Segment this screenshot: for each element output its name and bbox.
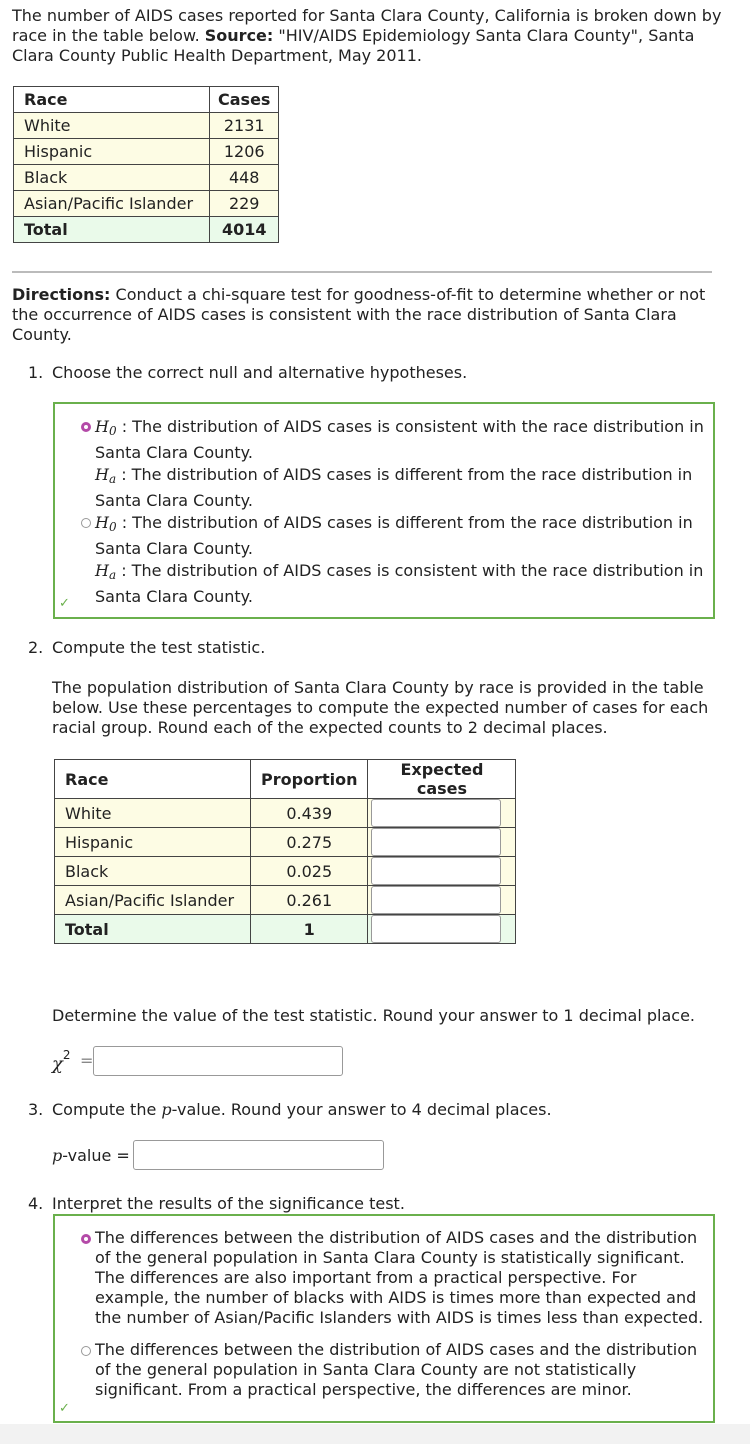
q4-option-2[interactable] [95,1340,709,1400]
q4-answer-box [53,1214,715,1423]
q4-text: Interpret the results of the significance test. [52,1194,405,1213]
expected-table [54,759,516,944]
header-proportion: Proportion [251,760,368,799]
h0-symbol: H [95,417,109,436]
intro-text: The number of AIDS cases reported for Santa Clara County, California is broken down by race in the table below. [12,6,722,45]
radio-unselected[interactable] [81,1346,91,1356]
race-cell: White [14,113,210,139]
h0-subscript: 0 [108,520,117,534]
table-row [55,828,516,857]
q1-answer-box [53,402,715,619]
colon: : [121,465,127,484]
proportion-cell: 0.025 [251,857,368,886]
directions-label: Directions: [12,285,111,304]
q4-option-1[interactable] [95,1228,709,1328]
h0-symbol: H [95,513,109,532]
q3-number: 3. [28,1100,44,1119]
colon: : [121,513,128,532]
ha-symbol: H [95,465,109,484]
header-race: Race [14,87,210,113]
q4-opt1-text: The differences between the distribution of AIDS cases and the distribution of the general population in Santa Clara County is statistically significant. The differences are also important from a practical perspective. For example, the number of blacks with AIDS is times more than expected and the number of Asian/Pacific Islanders with AIDS is times less than expected. [95,1228,704,1327]
race-cell: White [55,799,251,828]
cases-cell: 229 [210,191,279,217]
cases-cell: 2131 [210,113,279,139]
proportion-cell: 0.275 [251,828,368,857]
total-label: Total [14,217,210,243]
p-value-label [52,1146,130,1165]
check-icon: ✓ [59,596,70,611]
opt2-h0-text: The distribution of AIDS cases is different from the race distribution in Santa Clara County. [95,513,693,558]
q1-option-2[interactable] [95,512,715,608]
cases-cell: 1206 [210,139,279,165]
q2-text: Compute the test statistic. [52,638,266,657]
chi-superscript: 2 [62,1048,71,1062]
chi-square-input[interactable] [93,1046,343,1076]
directions-text: Conduct a chi-square test for goodness-of-fit to determine whether or not the occurrence of AIDS cases is consistent with the race distribution of Santa Clara County. [12,285,706,344]
header-expected: Expected cases [368,760,516,799]
table-row [55,886,516,915]
total-cases: 4014 [210,217,279,243]
table-row [14,139,279,165]
source-text: "HIV/AIDS Epidemiology Santa Clara County", Santa Clara County Public Health Department, May 2011. [12,26,695,65]
check-icon: ✓ [59,1401,70,1416]
q3-text-b: -value. Round your answer to 4 decimal places. [171,1100,552,1119]
ha-symbol: H [95,561,109,580]
expected-input-hispanic[interactable] [371,828,501,856]
p-italic: p [161,1100,172,1119]
table-row [55,799,516,828]
total-row [14,217,279,243]
radio-unselected[interactable] [81,518,91,528]
header-race: Race [55,760,251,799]
chi-symbol: χ [52,1053,63,1075]
p-value-input[interactable] [133,1140,384,1170]
race-cell: Hispanic [55,828,251,857]
q2-number: 2. [28,638,44,657]
proportion-cell: 0.261 [251,886,368,915]
total-proportion: 1 [251,915,368,944]
expected-input-asian[interactable] [371,886,501,914]
q1-number: 1. [28,363,44,382]
radio-selected[interactable] [81,1234,91,1244]
table-row [14,191,279,217]
p-italic: p [52,1146,63,1165]
ha-subscript: a [108,568,117,582]
expected-input-white[interactable] [371,799,501,827]
q1-text: Choose the correct null and alternative hypotheses. [52,363,468,382]
colon: : [121,561,127,580]
stat-instruction: Determine the value of the test statistic. Round your answer to 1 decimal place. [52,1006,695,1025]
p-value-text: -value = [62,1146,130,1165]
q4-opt2-text: The differences between the distribution of AIDS cases and the distribution of the general population in Santa Clara County are not statistically significant. From a practical perspective, the differences are minor. [95,1340,698,1399]
bottom-band [0,1424,750,1444]
expected-input-total[interactable] [371,915,501,943]
race-cell: Asian/Pacific Islander [55,886,251,915]
race-cell: Black [55,857,251,886]
race-cell: Asian/Pacific Islander [14,191,210,217]
directions [12,285,722,345]
q4-number: 4. [28,1194,44,1213]
table-row [14,113,279,139]
divider [12,271,712,273]
race-cell: Black [14,165,210,191]
proportion-cell: 0.439 [251,799,368,828]
equals-sign: = [80,1051,94,1070]
opt1-h0-text: The distribution of AIDS cases is consistent with the race distribution in Santa Clara County. [95,417,704,462]
q2-paragraph: The population distribution of Santa Clara County by race is provided in the table below. Use these percentages to compute the expected number of cases for each racial group. Round each of the expected counts to 2 decimal places. [52,678,709,737]
header-cases: Cases [210,87,279,113]
race-cell: Hispanic [14,139,210,165]
expected-input-black[interactable] [371,857,501,885]
total-label: Total [55,915,251,944]
total-row [55,915,516,944]
ha-subscript: a [108,472,117,486]
cases-table [13,86,279,243]
cases-cell: 448 [210,165,279,191]
q3-text [52,1100,722,1120]
source-label: Source: [204,26,274,45]
chi-square-label [52,1048,71,1075]
colon: : [121,417,128,436]
radio-selected[interactable] [81,422,91,432]
intro-paragraph [12,6,732,66]
opt1-ha-text: The distribution of AIDS cases is different from the race distribution in Santa Clara County. [95,465,693,510]
table-row [55,857,516,886]
opt2-ha-text: The distribution of AIDS cases is consistent with the race distribution in Santa Clara County. [95,561,704,606]
q3-text-a: Compute the [52,1100,162,1119]
h0-subscript: 0 [108,424,117,438]
q1-option-1[interactable] [95,416,715,512]
table-row [14,165,279,191]
